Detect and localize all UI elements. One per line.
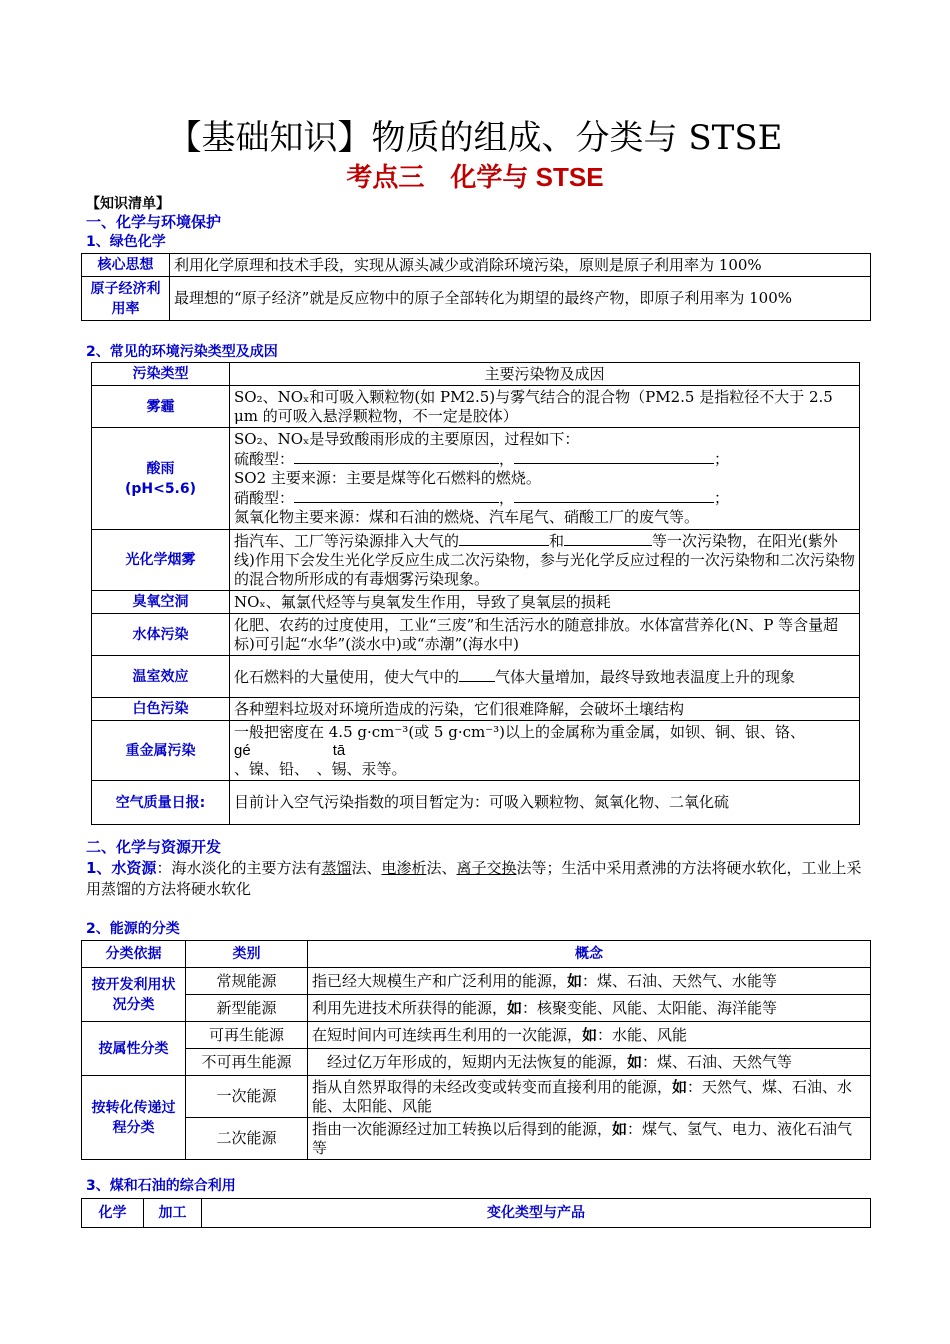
row-text: SO₂、NOₓ和可吸入颗粒物(如 PM2.5)与雾气结合的混合物（PM2.5 是指粒径不大于 2.5 μm 的可吸入悬浮颗粒物，不一定是胶体） [230, 386, 860, 428]
concept-text: ：天然气、煤、石油、水能、太阳能、风能 [312, 1077, 853, 1115]
row-label: 白色污染 [92, 698, 230, 721]
answer-blank[interactable] [459, 667, 495, 682]
photo-text: 指汽车、工厂等污染源排入大气的 [234, 532, 460, 550]
section1-heading: 一、化学与环境保护 [86, 213, 222, 231]
pollution-heading: 2、常见的环境污染类型及成因 [86, 344, 278, 360]
answer-blank[interactable] [459, 531, 549, 546]
acid-line [234, 449, 855, 469]
knowledge-list-heading: 【知识清单】 [86, 196, 170, 212]
table-row [92, 698, 860, 721]
table-row [92, 721, 860, 781]
water-resource-paragraph [86, 858, 870, 900]
acid-sulfuric-label: 硫酸型： [234, 450, 295, 468]
table-row [82, 254, 871, 277]
table-row [92, 614, 860, 656]
ru-mark: 如 [627, 1052, 643, 1071]
photo-text: 等一次污染物，在阳光(紫外线)作用下会发生光化学反应生成二次污染物，参与光化学反应过程的一次污染物和二次污染物的混合物所形成的有毒烟雾污染现象。 [234, 532, 855, 588]
row-text: 利用化学原理和技术手段，实现从源头减少或消除环境污染，原则是原子利用率为 100% [170, 254, 871, 277]
table-header-row [92, 363, 860, 386]
row-label: 臭氧空洞 [92, 591, 230, 614]
answer-blank[interactable] [514, 488, 714, 503]
table-header-row [82, 941, 871, 968]
table-row [82, 1076, 871, 1118]
metal-pinyin-line [234, 742, 855, 760]
acid-nitric-label: 硝酸型： [234, 489, 295, 507]
row-label: 重金属污染 [92, 721, 230, 781]
punct: ， [499, 489, 515, 507]
answer-blank[interactable] [294, 449, 499, 464]
col-header-kind: 类别 [186, 941, 308, 968]
answer-blank[interactable] [564, 531, 652, 546]
para-text: 法、 [351, 859, 382, 877]
energy-kind: 可再生能源 [186, 1022, 308, 1049]
green-chem-table [81, 253, 871, 321]
concept-text: 利用先进技术所获得的能源， [312, 998, 508, 1017]
page-title: 【基础知识】物质的组成、分类与 STSE [167, 118, 783, 158]
pollution-table [91, 362, 860, 825]
row-label [92, 428, 230, 530]
table-row [82, 1049, 871, 1076]
ru-mark: 如 [672, 1077, 688, 1096]
method-ion-exchange: 离子交换 [456, 859, 517, 877]
energy-heading: 2、能源的分类 [86, 921, 180, 937]
energy-concept [308, 968, 871, 995]
answer-blank[interactable] [514, 449, 714, 464]
col-header-type: 污染类型 [92, 363, 230, 386]
concept-text: 指由一次能源经过加工转换以后得到的能源， [312, 1119, 613, 1138]
acid-line [234, 488, 855, 508]
para-text: ：海水淡化的主要方法有 [156, 859, 322, 877]
row-text: 各种塑料垃圾对环境所造成的污染，它们很难降解，会破坏土壤结构 [230, 698, 860, 721]
energy-kind: 常规能源 [186, 968, 308, 995]
energy-concept [308, 995, 871, 1022]
group-basis: 按属性分类 [82, 1022, 186, 1076]
energy-kind: 不可再生能源 [186, 1049, 308, 1076]
concept-text: ：核聚变能、风能、太阳能、海洋能等 [522, 998, 778, 1017]
punct: ； [714, 489, 730, 507]
acid-line: 氮氧化物主要来源：煤和石油的燃烧、汽车尾气、硝酸工厂的废气等。 [234, 508, 700, 526]
section2-heading: 二、化学与资源开发 [86, 838, 222, 856]
row-text: 最理想的“原子经济”就是反应物中的原子全部转化为期望的最终产物，即原子利用率为 100% [170, 277, 871, 321]
energy-table [81, 940, 871, 1160]
table-row [82, 1118, 871, 1160]
energy-concept [308, 1022, 871, 1049]
acid-rain-ph: (pH<5.6) [124, 480, 197, 497]
row-text [230, 428, 860, 530]
row-label: 核心思想 [82, 254, 170, 277]
col-header-chem: 化学 [82, 1199, 144, 1228]
concept-text: 经过亿万年形成的，短期内无法恢复的能源， [312, 1052, 628, 1071]
table-row [82, 968, 871, 995]
water-resource-label: 1、水资源 [86, 859, 157, 877]
acid-rain-label: 酸雨 [146, 460, 175, 477]
concept-text: 指从自然界取得的未经改变或转变而直接利用的能源， [312, 1077, 673, 1096]
concept-text: ：煤气、氢气、电力、液化石油气等 [312, 1119, 853, 1157]
energy-kind: 二次能源 [186, 1118, 308, 1160]
col-header-type-product: 变化类型与产品 [202, 1199, 871, 1228]
pinyin-ge: gé [234, 741, 251, 759]
table-row [92, 591, 860, 614]
table-header-row [82, 1199, 871, 1228]
acid-line: SO2 主要来源：主要是煤等化石燃料的燃烧。 [234, 469, 541, 487]
row-label: 原子经济利用率 [82, 277, 170, 321]
energy-concept [308, 1049, 871, 1076]
table-row [92, 656, 860, 698]
photo-text: 和 [549, 532, 565, 550]
concept-text: 在短时间内可连续再生利用的一次能源， [312, 1025, 583, 1044]
energy-kind: 新型能源 [186, 995, 308, 1022]
group-basis: 按开发利用状况分类 [82, 968, 186, 1022]
energy-concept [308, 1076, 871, 1118]
method-electrodialysis: 电渗析 [381, 859, 427, 877]
row-text [230, 656, 860, 698]
coal-heading: 3、煤和石油的综合利用 [86, 1178, 236, 1194]
table-row [92, 781, 860, 825]
ru-mark: 如 [612, 1119, 628, 1138]
acid-line: SO₂、NOₓ是导致酸雨形成的主要原因，过程如下： [234, 430, 580, 448]
pinyin-ta: tā [332, 741, 346, 759]
green-chem-heading: 1、绿色化学 [86, 234, 166, 250]
concept-text: ：煤、石油、天然气、水能等 [582, 971, 778, 990]
row-text [230, 530, 860, 591]
row-label: 空气质量日报: [92, 781, 230, 825]
concept-text: 指已经大规模生产和广泛利用的能源， [312, 971, 568, 990]
table-row [92, 386, 860, 428]
metal-line: 、镍、铅、 、锡、汞等。 [234, 759, 407, 778]
coal-table [81, 1198, 871, 1228]
row-label: 水体污染 [92, 614, 230, 656]
punct: ， [499, 450, 515, 468]
ru-mark: 如 [567, 971, 583, 990]
table-row [92, 530, 860, 591]
row-label: 雾霾 [92, 386, 230, 428]
greenhouse-text: 气体大量增加，最终导致地表温度上升的现象 [495, 667, 796, 686]
answer-blank[interactable] [294, 488, 499, 503]
col-header-basis: 分类依据 [82, 941, 186, 968]
row-text [230, 721, 860, 781]
col-header-concept: 概念 [308, 941, 871, 968]
col-header-process: 加工 [144, 1199, 202, 1228]
page-subtitle: 考点三 化学与 STSE [346, 162, 604, 192]
punct: ； [714, 450, 730, 468]
row-label: 光化学烟雾 [92, 530, 230, 591]
greenhouse-text: 化石燃料的大量使用，使大气中的 [234, 667, 460, 686]
table-row [92, 428, 860, 530]
concept-text: ：煤、石油、天然气等 [642, 1052, 793, 1071]
group-basis: 按转化传递过程分类 [82, 1076, 186, 1160]
concept-text: ：水能、风能 [597, 1025, 688, 1044]
row-label: 温室效应 [92, 656, 230, 698]
row-text: 化肥、农药的过度使用，工业“三废”和生活污水的随意排放。水体富营养化(N、P 等含量超标)可引起“水华”(淡水中)或“赤潮”(海水中) [230, 614, 860, 656]
energy-concept [308, 1118, 871, 1160]
col-header-cause: 主要污染物及成因 [230, 363, 860, 386]
energy-kind: 一次能源 [186, 1076, 308, 1118]
metal-line: 一般把密度在 4.5 g·cm⁻³(或 5 g·cm⁻³)以上的金属称为重金属，如钡、铜、银、铬、 [234, 722, 806, 741]
table-row [82, 995, 871, 1022]
method-distillation: 蒸馏 [321, 859, 352, 877]
row-text: 目前计入空气污染指数的项目暂定为：可吸入颗粒物、氮氧化物、二氧化硫 [230, 781, 860, 825]
ru-mark: 如 [507, 998, 523, 1017]
table-row [82, 1022, 871, 1049]
para-text: 法等；生活中采用煮沸的方法将硬水软化，工业上采用蒸馏的方法将硬水软化 [86, 859, 862, 898]
row-text: NOₓ、氟氯代烃等与臭氧发生作用，导致了臭氧层的损耗 [230, 591, 860, 614]
table-row [82, 277, 871, 321]
ru-mark: 如 [582, 1025, 598, 1044]
para-text: 法、 [426, 859, 457, 877]
